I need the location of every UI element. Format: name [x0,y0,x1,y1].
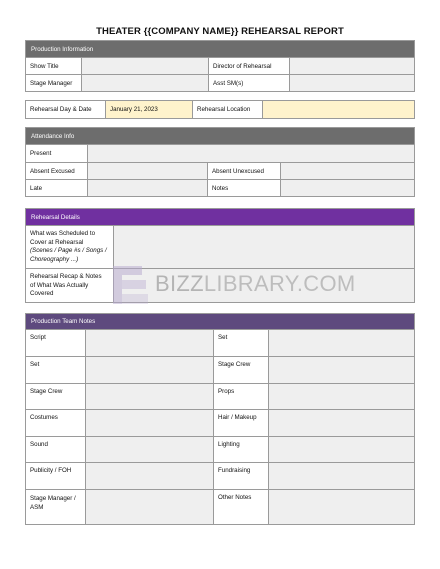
asst-sm-label: Asst SM(s) [209,75,290,92]
rehearsal-day-date-label: Rehearsal Day & Date [26,101,106,119]
scheduled-hint-line-2: Choreography ...) [30,255,79,263]
notes-row-right-field[interactable] [269,330,415,357]
notes-row-left-label: Costumes [26,410,86,437]
other-notes-field[interactable] [269,490,415,525]
attendance-table [25,127,415,197]
notes-field[interactable] [281,180,415,197]
notes-row-left-field[interactable] [86,437,214,463]
recap-label-line-3: Covered [30,290,54,297]
production-info-table [25,40,415,92]
recap-label-line-2: of What Was Actually [30,281,89,289]
notes-row-right-label: Stage Crew [214,357,269,384]
notes-row-left-field[interactable] [86,357,214,384]
stage-manager-asm-line-2: ASM [30,504,44,511]
notes-row-left-label: Publicity / FOH [26,463,86,490]
absent-excused-field[interactable] [88,163,208,180]
rehearsal-details-header: Rehearsal Details [26,209,415,226]
absent-unexcused-field[interactable] [281,163,415,180]
scheduled-field[interactable] [114,226,415,269]
page-title: THEATER {{COMPANY NAME}} REHEARSAL REPORT [96,26,344,37]
stage-manager-asm-field[interactable] [86,490,214,525]
notes-row-left-label: Stage Crew [26,384,86,410]
absent-unexcused-label: Absent Unexcused [208,163,281,180]
recap-label-line-1: Rehearsal Recap & Notes [30,273,102,280]
notes-row-right-label: Fundraising [214,463,269,490]
show-title-field[interactable] [82,58,209,75]
stage-manager-asm-line-1: Stage Manager / [30,495,76,502]
attendance-header: Attendance Info [26,128,415,145]
production-notes-header: Production Team Notes [26,314,415,330]
other-notes-label: Other Notes [214,490,269,525]
scheduled-label [26,226,114,269]
rehearsal-date-field[interactable]: January 21, 2023 [106,101,193,119]
notes-row-right-label: Set [214,330,269,357]
notes-row-right-field[interactable] [269,410,415,437]
rehearsal-location-label: Rehearsal Location [193,101,263,119]
rehearsal-location-field[interactable] [263,101,415,119]
production-info-header: Production Information [26,41,415,58]
notes-row-right-field[interactable] [269,357,415,384]
show-title-label: Show Title [26,58,82,75]
recap-field[interactable] [114,269,415,303]
present-label: Present [26,145,88,163]
scheduled-label-line-1: What was Scheduled to [30,230,96,237]
notes-row-left-label: Script [26,330,86,357]
stage-manager-label: Stage Manager [26,75,82,92]
notes-row-left-field[interactable] [86,330,214,357]
production-notes-table [25,313,415,525]
stage-manager-asm-label [26,490,86,525]
rehearsal-date-table [25,100,415,119]
notes-row-right-label: Hair / Makeup [214,410,269,437]
rehearsal-details-table [25,208,415,303]
notes-row-right-label: Lighting [214,437,269,463]
notes-row-left-field[interactable] [86,463,214,490]
scheduled-hint-line-1: (Scenes / Page #s / Songs / [30,247,107,254]
late-label: Late [26,180,88,197]
notes-row-left-label: Sound [26,437,86,463]
present-field[interactable] [88,145,415,163]
notes-row-left-field[interactable] [86,384,214,410]
notes-label: Notes [208,180,281,197]
notes-row-right-field[interactable] [269,463,415,490]
asst-sm-field[interactable] [290,75,415,92]
recap-label [26,269,114,303]
notes-row-right-label: Props [214,384,269,410]
director-label: Director of Rehearsal [209,58,290,75]
notes-row-right-field[interactable] [269,437,415,463]
notes-row-left-field[interactable] [86,410,214,437]
notes-row-right-field[interactable] [269,384,415,410]
late-field[interactable] [88,180,208,197]
director-field[interactable] [290,58,415,75]
scheduled-label-line-2: Cover at Rehearsal [30,238,84,246]
absent-excused-label: Absent Excused [26,163,88,180]
stage-manager-field[interactable] [82,75,209,92]
watermark-text-bold: BIZZ [155,271,204,296]
watermark-text-rest: LIBRARY.COM [203,271,356,296]
notes-row-left-label: Set [26,357,86,384]
